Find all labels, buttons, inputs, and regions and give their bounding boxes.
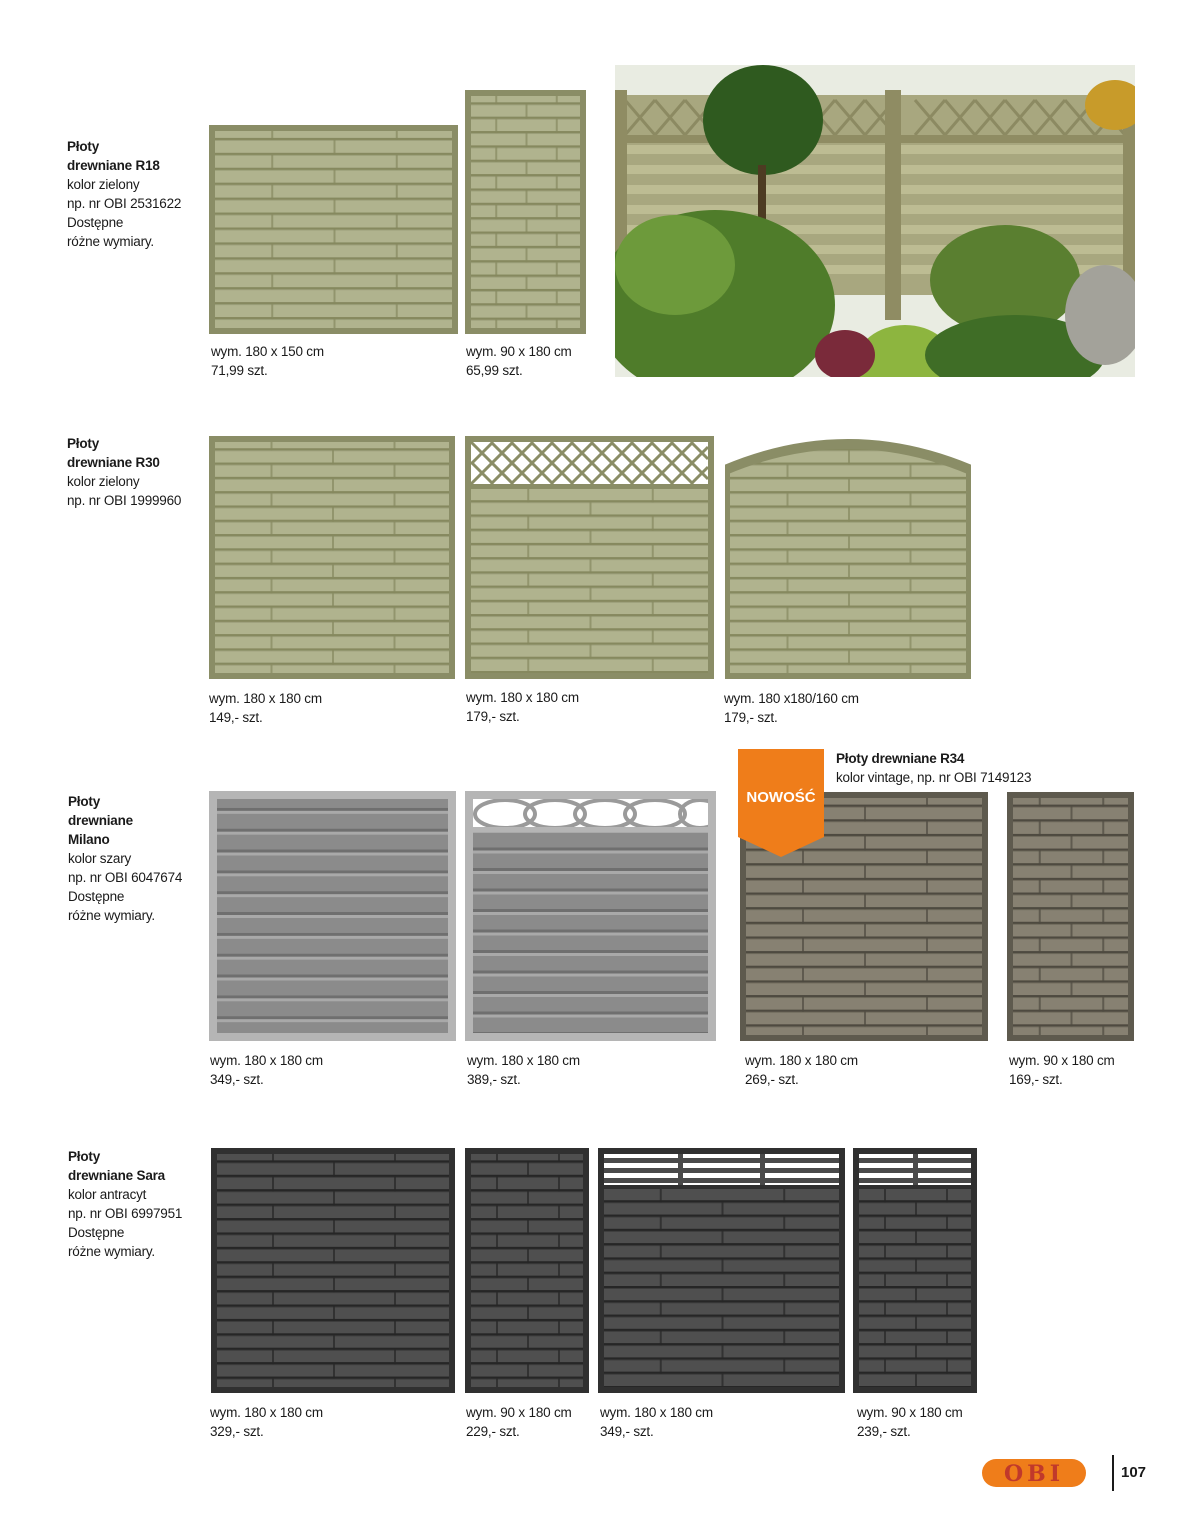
section-title-line1: Płoty xyxy=(68,1149,101,1164)
product-caption xyxy=(211,342,324,380)
product-size: wym. 180 x 180 cm xyxy=(745,1053,858,1068)
section-sara-description xyxy=(68,1147,198,1261)
fence-panel-r30-plain xyxy=(209,436,455,679)
product-caption xyxy=(600,1403,713,1441)
availability-line: Dostępne xyxy=(68,1225,125,1240)
fence-image xyxy=(853,1148,977,1393)
sizes-line: różne wymiary. xyxy=(68,908,155,923)
product-size: wym. 180 x 180 cm xyxy=(467,1053,580,1068)
product-price: 229,- szt. xyxy=(466,1424,520,1439)
new-badge xyxy=(738,749,824,857)
product-price: 349,- szt. xyxy=(600,1424,654,1439)
product-price: 71,99 szt. xyxy=(211,363,268,378)
fence-image xyxy=(725,436,971,679)
fence-panel-milano-ornament xyxy=(465,791,716,1041)
fence-image xyxy=(465,90,586,334)
color-line: kolor szary xyxy=(68,851,132,866)
fence-panel-sara-slatted-wide xyxy=(598,1148,845,1393)
color-line: kolor antracyt xyxy=(68,1187,147,1202)
product-size: wym. 180 x 180 cm xyxy=(466,690,579,705)
product-caption xyxy=(466,688,579,726)
item-number-line: np. nr OBI 6047674 xyxy=(68,870,183,885)
product-caption xyxy=(724,689,859,727)
availability-line: Dostępne xyxy=(67,215,124,230)
fence-panel-r18-wide xyxy=(209,125,458,334)
item-number-line: np. nr OBI 6997951 xyxy=(68,1206,183,1221)
color-line: kolor vintage, np. nr OBI 7149123 xyxy=(836,770,1032,785)
new-badge-label: NOWOŚĆ xyxy=(746,789,816,806)
product-caption xyxy=(466,342,572,380)
product-price: 169,- szt. xyxy=(1009,1072,1063,1087)
sizes-line: różne wymiary. xyxy=(67,234,154,249)
product-price: 149,- szt. xyxy=(209,710,263,725)
product-price: 349,- szt. xyxy=(210,1072,264,1087)
section-milano-description xyxy=(68,792,198,925)
product-caption xyxy=(467,1051,580,1089)
item-number-line: np. nr OBI 2531622 xyxy=(67,196,182,211)
product-caption xyxy=(1009,1051,1115,1089)
product-price: 389,- szt. xyxy=(467,1072,521,1087)
fence-panel-r30-arched xyxy=(725,436,971,679)
section-title-line2: drewniane xyxy=(68,813,133,828)
product-caption xyxy=(209,689,322,727)
obi-logo-mark xyxy=(982,1459,1086,1487)
fence-panel-r34-narrow xyxy=(1007,792,1134,1041)
garden-fence-photo xyxy=(615,65,1135,377)
fence-image xyxy=(209,125,458,334)
fence-panel-sara-wide xyxy=(211,1148,455,1393)
product-size: wym. 90 x 180 cm xyxy=(466,344,572,359)
product-caption xyxy=(210,1403,323,1441)
fence-panel-milano-plain xyxy=(209,791,456,1041)
product-size: wym. 180 x 180 cm xyxy=(209,691,322,706)
footer-divider xyxy=(1112,1455,1114,1491)
product-size: wym. 90 x 180 cm xyxy=(466,1405,572,1420)
fence-panel-r30-lattice xyxy=(465,436,714,679)
fence-image xyxy=(211,1148,455,1393)
section-r30-description xyxy=(67,434,197,510)
fence-image xyxy=(598,1148,845,1393)
section-title-line1: Płoty xyxy=(67,139,100,154)
fence-panel-sara-narrow xyxy=(465,1148,589,1393)
fence-panel-sara-slatted-narrow xyxy=(853,1148,977,1393)
item-number-line: np. nr OBI 1999960 xyxy=(67,493,182,508)
fence-image xyxy=(465,1148,589,1393)
color-line: kolor zielony xyxy=(67,177,140,192)
svg-text:OBI: OBI xyxy=(1003,1461,1065,1487)
section-title-line3: Milano xyxy=(68,832,110,847)
product-size: wym. 180 x180/160 cm xyxy=(724,691,859,706)
product-price: 239,- szt. xyxy=(857,1424,911,1439)
product-caption xyxy=(857,1403,963,1441)
sizes-line: różne wymiary. xyxy=(68,1244,155,1259)
section-title-line2: drewniane R30 xyxy=(67,455,160,470)
availability-line: Dostępne xyxy=(68,889,125,904)
product-size: wym. 90 x 180 cm xyxy=(1009,1053,1115,1068)
obi-logo xyxy=(982,1459,1086,1487)
product-price: 179,- szt. xyxy=(466,709,520,724)
fence-image xyxy=(1007,792,1134,1041)
product-size: wym. 180 x 180 cm xyxy=(210,1405,323,1420)
section-title-line1: Płoty xyxy=(68,794,101,809)
fence-image xyxy=(465,791,716,1041)
product-caption xyxy=(210,1051,323,1089)
section-title-line2: drewniane R18 xyxy=(67,158,160,173)
section-title-line2: drewniane Sara xyxy=(68,1168,165,1183)
fence-panel-r18-narrow xyxy=(465,90,586,334)
color-line: kolor zielony xyxy=(67,474,140,489)
product-price: 269,- szt. xyxy=(745,1072,799,1087)
section-r34-description xyxy=(836,749,1076,787)
product-price: 179,- szt. xyxy=(724,710,778,725)
section-r18-description xyxy=(67,137,197,251)
fence-image xyxy=(465,436,714,679)
product-price: 65,99 szt. xyxy=(466,363,523,378)
product-size: wym. 180 x 150 cm xyxy=(211,344,324,359)
fence-image xyxy=(209,791,456,1041)
fence-image xyxy=(209,436,455,679)
product-size: wym. 180 x 180 cm xyxy=(600,1405,713,1420)
section-title-line1: Płoty xyxy=(67,436,100,451)
page-number: 107 xyxy=(1121,1464,1147,1481)
section-title: Płoty drewniane R34 xyxy=(836,751,965,766)
product-size: wym. 90 x 180 cm xyxy=(857,1405,963,1420)
product-caption xyxy=(745,1051,858,1089)
garden-photo-image xyxy=(615,65,1135,377)
product-caption xyxy=(466,1403,572,1441)
product-size: wym. 180 x 180 cm xyxy=(210,1053,323,1068)
product-price: 329,- szt. xyxy=(210,1424,264,1439)
